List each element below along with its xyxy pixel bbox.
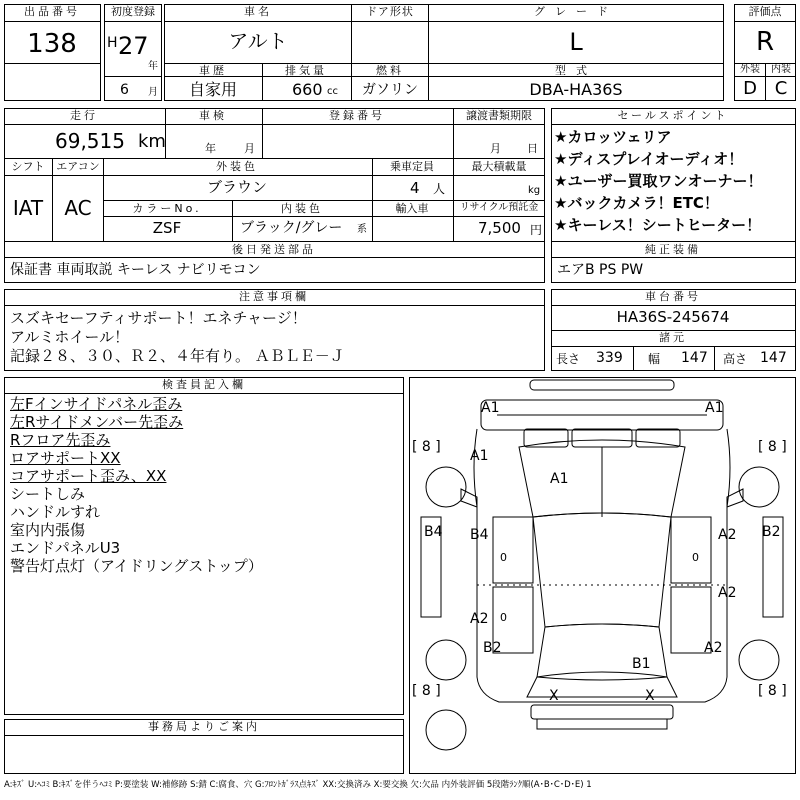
reg-label: 登録番号 [329,109,385,122]
fuel-label: 燃料 [376,64,404,77]
tire-rear-right [739,640,779,680]
legend: A:ｷｽﾞ U:ﾍｺﾐ B:ｷｽﾞを伴うﾍｺﾐ P:要塗装 W:補修跡 S:錆 C:腐食、穴 G:ﾌﾛﾝﾄｶﾞﾗｽ点ｷｽﾞ XX:交換済み X:要交換 欠:欠品 内外装評価 5段階ﾗﾝｸ順(A･B･C･D･E) 1 [4,780,592,790]
mark-x-right: X [645,688,655,704]
mark-right-rear-fender: A2 [704,640,723,656]
tire-front-left [426,467,466,507]
history-label: 車歴 [199,64,227,77]
mileage-label: 走行 [70,109,98,122]
mark-tire-rl: [ 8 ] [412,683,441,699]
interior-grade: C [774,78,788,99]
inspector-note: 警告灯点灯（アイドリングストップ） [10,557,263,575]
inspector-note-underlined: コアサポート歪み、XX [10,467,167,485]
transfer-label: 譲渡書類期限 [466,109,532,122]
vehicle-name: アルト [228,29,288,53]
mark-left-front-door: B4 [470,527,489,543]
spare-tire [426,710,466,750]
month-unit: 月 [148,87,158,98]
mark-left-rear-door: A2 [470,611,489,627]
seats-label: 乗車定員 [390,160,434,173]
cabin [533,513,671,627]
chassis-label: 車台番号 [645,290,701,303]
mark-right-front-door: A2 [718,527,737,543]
mark-hood-left: A1 [470,448,489,464]
mark-front-left: A1 [481,400,500,416]
recycle-value: 7,500 [478,219,521,237]
length-value: 339 [596,350,623,366]
history-value: 自家用 [188,80,238,99]
mark-left-rear-fender: B2 [483,640,502,656]
transfer-day: 日 [527,142,538,155]
seats-value: 4 [410,179,420,197]
load-label: 最大積載量 [471,160,527,173]
model-value: DBA-HA36S [529,80,623,99]
mark-right-rear-door: A2 [718,585,737,601]
sales-point: ★ユーザー買取ワンオーナー！ [554,172,763,190]
ac-label: エアコン [56,160,100,173]
year-unit: 年 [148,61,158,72]
note-line: 記録２８、３０、Ｒ２、４年有り。 ＡＢＬＥ－Ｊ [10,347,345,365]
notes-label: 注意事項欄 [239,290,309,303]
int-color-label: 内装色 [281,202,323,215]
inspector-note: エンドパネルU3 [10,539,121,557]
inspection-year-unit: 年 [205,142,216,155]
tire-front-right [739,467,779,507]
mark-x-left: X [549,688,559,704]
sales-point: ★カロッツェリア [554,128,672,146]
mark-tire-fl: [ 8 ] [412,439,441,455]
width-value: 147 [681,350,708,366]
grade-label: グレード [534,5,618,18]
left-front-door [493,517,533,583]
inspector-note: シートしみ [10,485,86,503]
mark-left-side: B4 [424,524,443,540]
seats-unit: 人 [433,182,446,196]
mark-roof: A1 [550,471,569,487]
length-label: 長さ [556,352,581,366]
load-unit: kg [528,185,541,196]
inspector-note-underlined: 左Fインサイドパネル歪み [10,395,183,413]
shift-value: IAT [12,196,44,220]
mark-tire-rr: [ 8 ] [758,683,787,699]
transfer-month: 月 [490,142,501,155]
recycle-unit: 円 [530,223,543,237]
int-color-value: ブラック/グレー [240,220,343,236]
sales-label: セールスポイント [617,109,729,122]
mileage-unit: km [138,131,166,152]
year-value: 27 [118,32,149,60]
int-color-suffix: 系 [357,224,367,235]
displacement-value: 660 [292,80,323,99]
lot-label: 出品番号 [24,5,80,18]
color-label: 外装色 [216,160,258,173]
interior-label: 内装 [771,64,791,75]
height-label: 高さ [723,352,748,366]
inspector-note: ハンドルすれ [10,503,101,521]
score-value: R [755,27,775,57]
front-bumper [530,380,674,390]
import-label: 輸入車 [395,202,429,215]
equip-value: エアB PS PW [557,262,644,278]
mark-right-front-door-zero: 0 [692,551,699,564]
sales-point: ★キーレス！シートヒーター！ [554,216,762,234]
later-parts-label: 後日発送部品 [232,243,316,256]
tire-rear-left [426,640,466,680]
width-label: 幅 [648,352,661,366]
rear-bumper [531,705,673,719]
sales-point: ★ディスプレイオーディオ！ [554,150,744,168]
color-value: ブラウン [206,178,268,196]
displacement-label: 排気量 [285,64,327,77]
inspection-month-unit: 月 [244,142,255,155]
lot-number: 138 [27,29,77,59]
name-label: 車名 [244,5,272,18]
mark-left-rear-door-zero: 0 [500,611,507,624]
mark-right-side: B2 [762,524,781,540]
recycle-label: リサイクル預託金 [459,202,539,213]
height-value: 147 [760,350,787,366]
score-label: 評価点 [748,5,782,18]
car-diagram [409,377,796,774]
inspection-label: 車検 [199,109,227,122]
note-line: スズキセーフティサポート！エネチャージ！ [10,309,307,327]
model-label: 型式 [555,64,597,77]
exterior-grade: D [743,78,757,99]
grade-value: L [569,28,583,56]
inspector-label: 検査員記入欄 [162,378,246,391]
inspector-note-underlined: 左Rサイドメンバー先歪み [10,413,184,431]
color-no-value: ZSF [152,219,182,237]
sales-point: ★バックカメラ！ETC！ [554,194,719,212]
inspector-note: 室内内張傷 [10,521,86,539]
month-value: 6 [120,82,129,98]
mileage-value: 69,515 [55,129,125,153]
fuel-value: ガソリン [362,82,418,98]
mark-left-front-door-zero: 0 [500,551,507,564]
inspector-note-underlined: Rフロア先歪み [10,431,111,449]
door-label: ドア形状 [366,5,414,18]
exterior-label: 外装 [740,64,760,75]
chassis-number: HA36S-245674 [616,308,730,326]
mark-tire-fr: [ 8 ] [758,439,787,455]
mark-rear-roof: B1 [632,656,651,672]
shift-label: シフト [11,160,45,173]
mark-front-right: A1 [705,400,724,416]
color-no-label: カラーNo. [132,202,202,215]
later-parts-value: 保証書 車両取説 キーレス ナビリモコン [10,262,261,278]
office-label: 事務局よりご案内 [148,720,260,733]
ac-value: AC [64,196,92,220]
dims-label: 諸元 [659,331,687,344]
displacement-unit: cc [327,86,338,97]
inspector-note-underlined: ロアサポートXX [10,449,121,467]
era: H [107,35,118,51]
note-line: アルミホイール！ [10,328,130,346]
right-front-door [671,517,711,583]
equip-label: 純正装備 [645,243,701,256]
first-reg-label: 初度登録 [111,5,155,18]
